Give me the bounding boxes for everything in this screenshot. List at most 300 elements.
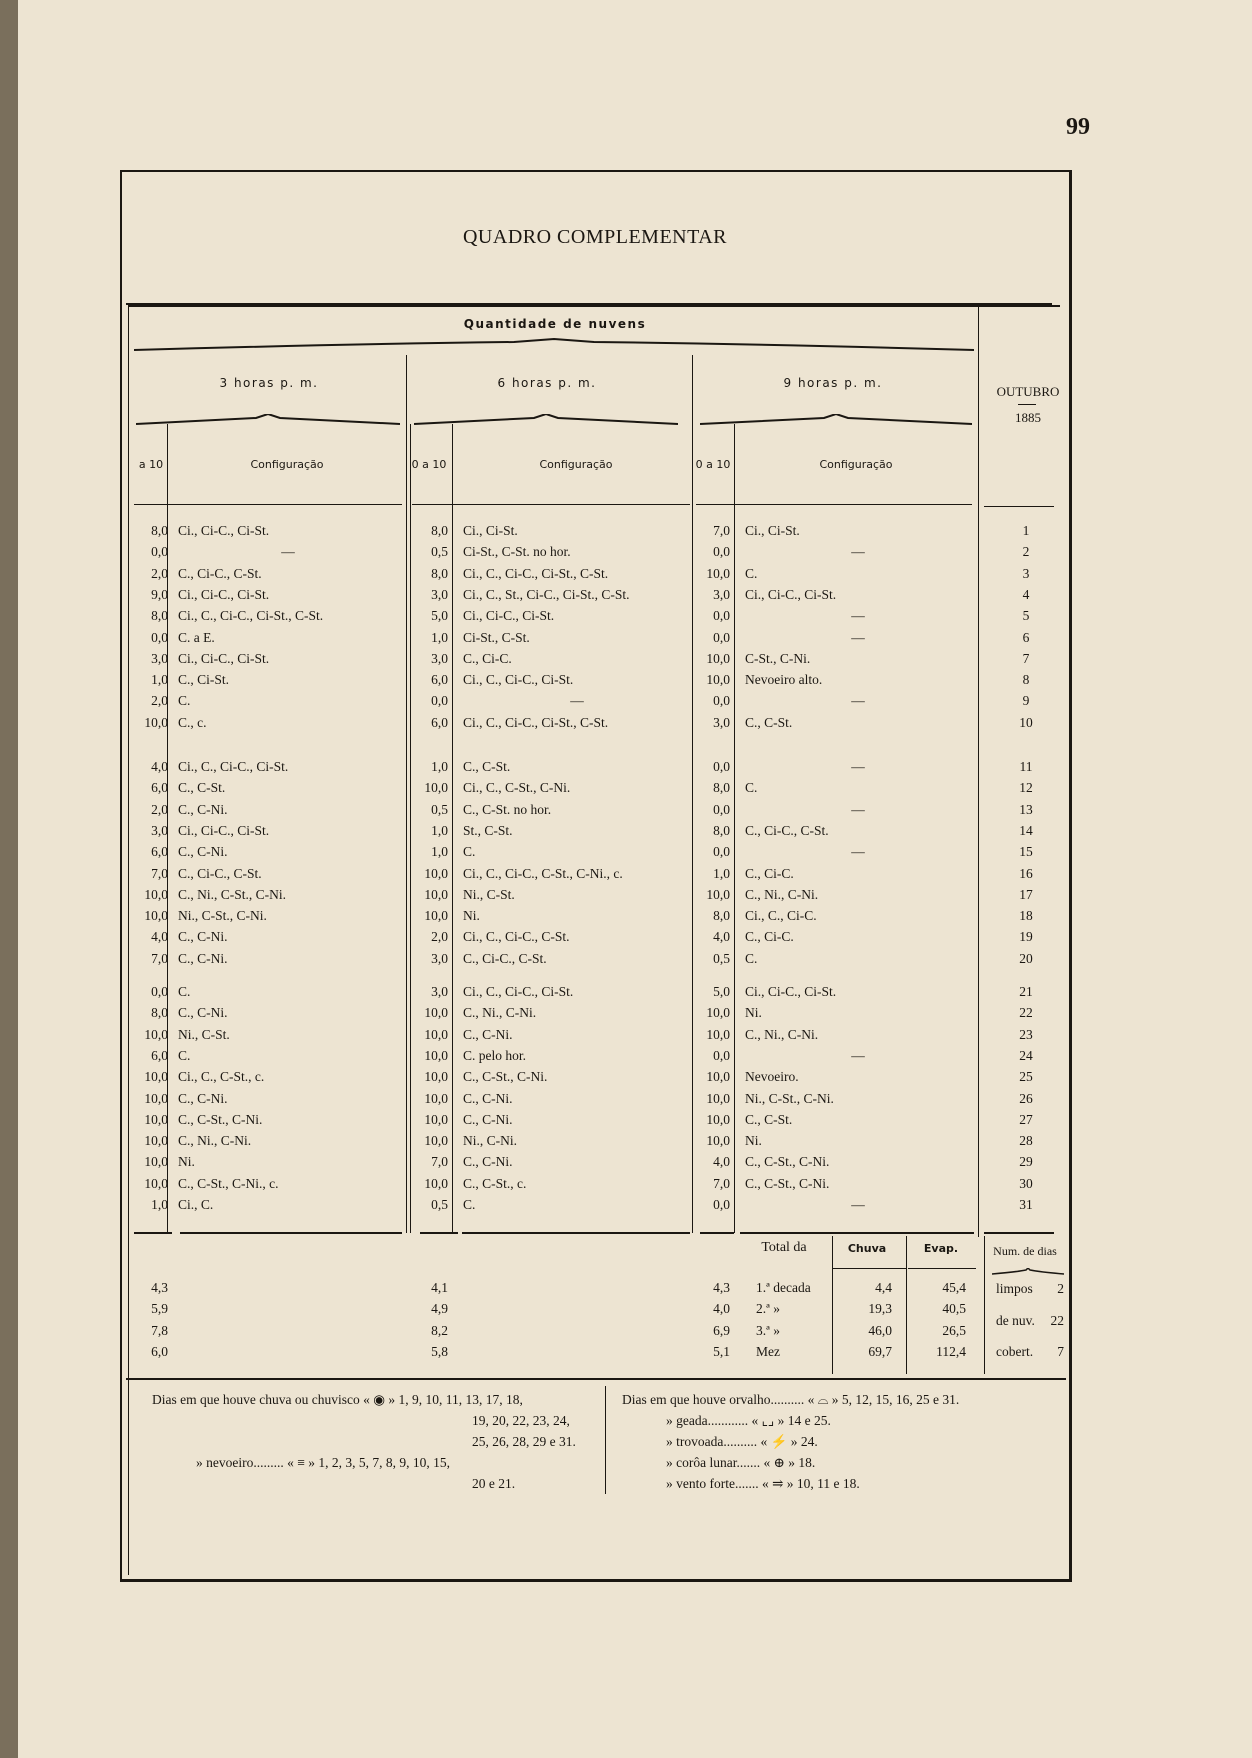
header-3pm: 3 horas p. m. (219, 376, 319, 390)
cloud-amount-cell: 0,0 (713, 544, 730, 560)
cloud-amount-cell: 0,0 (713, 759, 730, 774)
cloud-config-cell: — (570, 693, 584, 709)
cloud-config-cell: Ci., C., Ci-C., Ci-St. (463, 984, 574, 999)
cloud-config-cell: C. (463, 844, 476, 860)
cloud-amount-cell: 10,0 (144, 1133, 168, 1149)
cloud-config-cell: C., C-St., C-Ni. (463, 1069, 548, 1085)
cloud-config-cell: C. (178, 1047, 191, 1063)
days-value-cell: 22 (1050, 1313, 1064, 1328)
cloud-amount-cell: 10,0 (706, 1069, 730, 1085)
cloud-config-cell: C., Ni., C-St., C-Ni. (178, 886, 287, 902)
cloud-amount-cell: 0,0 (713, 629, 730, 645)
cloud-config-cell: C. (463, 1197, 476, 1212)
cloud-config-cell: Ni., C-St., C-Ni. (178, 908, 267, 924)
cloud-amount-cell: 7,0 (151, 865, 168, 881)
day-number-cell: 30 (1019, 1175, 1033, 1191)
cloud-config-cell: Ci., C., C-St., c. (178, 1069, 265, 1085)
cloud-config-cell: C. (178, 984, 191, 999)
cloud-amount-cell: 0,0 (151, 629, 168, 645)
cloud-amount-cell: 3,0 (151, 822, 168, 838)
cloud-amount-cell: 2,0 (151, 801, 168, 817)
cloud-config-cell: C., C-St. no hor. (463, 801, 552, 817)
cloud-config-cell: C., C-St., c. (463, 1175, 527, 1191)
day-number-cell: 13 (1019, 801, 1033, 817)
avg-3pm-cell: 5,9 (151, 1301, 168, 1316)
amount-header-6pm: 0 a 10 (411, 458, 447, 471)
avg-3pm-cell: 7,8 (151, 1323, 168, 1338)
day-number-cell: 19 (1019, 929, 1033, 945)
cloud-config-cell: — (851, 608, 865, 624)
chuva-cell: 69,7 (868, 1344, 892, 1359)
cloud-amount-cell: 0,0 (713, 693, 730, 709)
cloud-amount-cell: 10,0 (144, 1175, 168, 1191)
cloud-config-cell: C. pelo hor. (463, 1047, 526, 1063)
cloud-config-cell: Ci., C., Ci-C., Ci-St. (178, 759, 289, 774)
avg-9pm-cell: 6,9 (713, 1323, 730, 1338)
cloud-config-cell: C., Ni., C-Ni. (463, 1005, 537, 1021)
cloud-config-cell: C., Ni., C-Ni. (745, 1026, 819, 1042)
config-header-6pm: Configuração (539, 458, 613, 471)
footnote-divider (605, 1386, 606, 1494)
cloud-amount-cell: 1,0 (713, 865, 730, 881)
cloud-config-cell: C-St., C-Ni. (745, 650, 811, 666)
cloud-amount-cell: 10,0 (424, 780, 448, 796)
summary-rule-6 (740, 1232, 974, 1234)
cloud-config-cell: Ni. (745, 1005, 762, 1021)
day-number-cell: 20 (1019, 950, 1033, 966)
cloud-config-cell: Ni., C-St., C-Ni. (745, 1090, 834, 1106)
cloud-amount-cell: 10,0 (144, 908, 168, 924)
day-number-cell: 6 (1022, 629, 1030, 645)
day-number-cell: 31 (1019, 1197, 1033, 1212)
day-number-cell: 17 (1019, 886, 1033, 902)
cloud-config-cell: Ci., Ci-St. (745, 523, 800, 538)
day-number-cell: 2 (1022, 544, 1030, 560)
cloud-config-cell: Ni., C-St. (178, 1026, 230, 1042)
book-spine-edge (0, 0, 18, 1758)
cloud-amount-cell: 2,0 (151, 565, 168, 581)
cloud-amount-cell: 0,0 (151, 984, 168, 999)
cloud-amount-cell: 10,0 (144, 1090, 168, 1106)
month-header: OUTUBRO (996, 384, 1060, 399)
cloud-config-cell: C. (178, 693, 191, 709)
chuva-header: Chuva (847, 1242, 887, 1255)
cloud-amount-cell: 0,0 (151, 544, 168, 560)
cloud-config-cell: C., Ci-C., C-St. (178, 865, 262, 881)
cloud-amount-cell: 10,0 (424, 1026, 448, 1042)
day-number-cell: 15 (1019, 844, 1033, 860)
cloud-config-cell: Ci., Ci-C., Ci-St. (463, 608, 555, 624)
cloud-config-cell: Ci., Ci-C., Ci-St. (178, 822, 270, 838)
group-header: Quantidade de nuvens (463, 317, 647, 331)
cloud-amount-cell: 3,0 (431, 586, 448, 602)
cloud-amount-cell: 10,0 (144, 1069, 168, 1085)
cloud-config-cell: C., C-Ni. (463, 1090, 513, 1106)
cloud-amount-cell: 0,0 (431, 693, 448, 709)
cloud-config-cell: — (851, 693, 865, 709)
header-rule-9pm (696, 504, 972, 505)
cloud-amount-cell: 2,0 (431, 929, 448, 945)
cloud-amount-cell: 8,0 (151, 1005, 168, 1021)
period-label-cell: 1.ª decada (756, 1280, 811, 1295)
cloud-amount-cell: 1,0 (431, 822, 448, 838)
cloud-config-cell: — (851, 801, 865, 817)
avg-6pm-cell: 4,9 (431, 1301, 448, 1316)
cloud-config-cell: Ci., C., Ci-C., Ci-St., C-St. (463, 714, 609, 730)
footnote-rain-cont-2: 25, 26, 28, 29 e 31. (472, 1434, 576, 1449)
cloud-amount-cell: 10,0 (706, 1133, 730, 1149)
day-number-cell: 5 (1022, 608, 1030, 624)
avg-3pm-cell: 6,0 (151, 1344, 168, 1359)
evap-header-rule (908, 1268, 976, 1269)
month-year-dash (1018, 404, 1036, 405)
cloud-amount-cell: 8,0 (151, 608, 168, 624)
evap-header: Evap. (923, 1242, 959, 1255)
period-label-cell: Mez (756, 1344, 780, 1359)
cloud-config-cell: C., Ci-C., C-St. (178, 565, 262, 581)
chuva-header-rule (832, 1268, 906, 1269)
cloud-amount-cell: 10,0 (144, 1111, 168, 1127)
cloud-amount-cell: 10,0 (144, 714, 168, 730)
cloud-amount-cell: 10,0 (424, 886, 448, 902)
day-number-cell: 24 (1019, 1047, 1033, 1063)
cloud-amount-cell: 10,0 (424, 1069, 448, 1085)
cloud-amount-cell: 1,0 (431, 844, 448, 860)
cloud-amount-cell: 3,0 (431, 650, 448, 666)
cloud-config-cell: Ci., C., St., Ci-C., Ci-St., C-St. (463, 586, 630, 602)
cloud-amount-cell: 10,0 (706, 886, 730, 902)
cloud-amount-cell: 0,5 (431, 1197, 448, 1212)
cloud-amount-cell: 5,0 (431, 608, 448, 624)
footnote-dew: Dias em que houve orvalho.......... « ⌓ » 5, 12, 15, 16, 25 e 31. (622, 1392, 960, 1407)
cloud-amount-cell: 9,0 (151, 586, 168, 602)
cloud-amount-cell: 10,0 (144, 1026, 168, 1042)
cloud-config-cell: C., C-Ni. (178, 1005, 228, 1021)
cloud-config-cell: C., C-Ni. (463, 1026, 513, 1042)
evap-cell: 40,5 (942, 1301, 966, 1316)
cloud-config-cell: C., C-Ni. (178, 950, 228, 966)
cloud-amount-cell: 8,0 (713, 908, 730, 924)
days-value-cell: 7 (1057, 1344, 1064, 1359)
cloud-config-cell: Ci., C., Ci-C. (745, 908, 817, 924)
cloud-config-cell: C., Ci-C. (745, 929, 794, 945)
cloud-amount-cell: 0,5 (713, 950, 730, 966)
cloud-config-cell: C., C-St., C-Ni. (745, 1175, 830, 1191)
header-rule-6pm (412, 504, 690, 505)
summary-rule-4 (462, 1232, 690, 1234)
cloud-amount-cell: 6,0 (151, 844, 168, 860)
cloud-config-cell: Ci., Ci-C., Ci-St. (178, 650, 270, 666)
avg-6pm-cell: 5,8 (431, 1344, 448, 1359)
cloud-config-cell: Ci., C., Ci-C., Ci-St., C-St. (178, 608, 324, 624)
days-label-cell: cobert. (996, 1344, 1034, 1359)
divider-9pm-config (734, 424, 735, 1233)
cloud-config-cell: C. a E. (178, 629, 215, 645)
cloud-config-cell: Ni. (463, 908, 480, 924)
evap-cell: 45,4 (942, 1280, 966, 1295)
cloud-config-cell: C., C-Ni. (178, 801, 228, 817)
summary-divider-days (984, 1236, 985, 1374)
cloud-amount-cell: 10,0 (706, 1026, 730, 1042)
day-number-cell: 14 (1019, 822, 1033, 838)
summary-divider-chuva (832, 1236, 833, 1374)
cloud-config-cell: Ci., C. (178, 1197, 214, 1212)
cloud-amount-cell: 10,0 (706, 672, 730, 688)
cloud-amount-cell: 0,0 (713, 801, 730, 817)
cloud-config-cell: C., C-St., C-Ni. (745, 1154, 830, 1170)
cloud-config-cell: — (851, 1047, 865, 1063)
cloud-amount-cell: 4,0 (151, 929, 168, 945)
config-header-3pm: Configuração (250, 458, 324, 471)
cloud-config-cell: Ci., C., C-St., C-Ni. (463, 780, 571, 796)
cloud-config-cell: — (851, 544, 865, 560)
cloud-config-cell: Nevoeiro alto. (745, 672, 823, 688)
cloud-config-cell: — (851, 629, 865, 645)
cloud-config-cell: Ci., C., Ci-C., Ci-St. (463, 672, 574, 688)
cloud-amount-cell: 10,0 (424, 908, 448, 924)
cloud-config-cell: C., C-Ni. (178, 1090, 228, 1106)
cloud-config-cell: — (851, 759, 865, 774)
day-number-cell: 12 (1019, 780, 1033, 796)
summary-rule-2 (180, 1232, 402, 1234)
page-number: 99 (1066, 114, 1090, 140)
cloud-config-cell: Ci., Ci-C., Ci-St. (178, 586, 270, 602)
avg-9pm-cell: 4,3 (713, 1280, 730, 1295)
cloud-amount-cell: 3,0 (431, 950, 448, 966)
cloud-amount-cell: 1,0 (151, 672, 168, 688)
day-number-cell: 9 (1022, 693, 1030, 709)
cloud-config-cell: Nevoeiro. (745, 1069, 799, 1085)
cloud-amount-cell: 0,5 (431, 544, 448, 560)
year-header: 1885 (1015, 410, 1041, 425)
cloud-amount-cell: 1,0 (431, 629, 448, 645)
cloud-amount-cell: 7,0 (713, 1175, 730, 1191)
day-number-cell: 10 (1019, 714, 1033, 730)
avg-9pm-cell: 5,1 (713, 1344, 730, 1359)
cloud-config-cell: C., c. (178, 714, 207, 730)
header-9pm: 9 horas p. m. (783, 376, 883, 390)
cloud-amount-cell: 5,0 (713, 984, 730, 999)
footnote-frost: » geada............ « ⌞⌟ » 14 e 25. (666, 1413, 831, 1428)
cloud-config-cell: C., C-Ni. (463, 1154, 513, 1170)
day-number-cell: 7 (1022, 650, 1030, 666)
cloud-config-cell: Ni., C-Ni. (463, 1133, 517, 1149)
cloud-config-cell: Ni. (178, 1154, 195, 1170)
cloud-amount-cell: 1,0 (431, 759, 448, 774)
footnote-lunar-corona: » corôa lunar....... « ⊕ » 18. (666, 1455, 816, 1470)
cloud-config-cell: — (851, 1197, 865, 1212)
cloud-amount-cell: 8,0 (713, 780, 730, 796)
cloud-config-cell: C., Ci-C. (463, 650, 512, 666)
cloud-amount-cell: 8,0 (431, 565, 448, 581)
cloud-amount-cell: 3,0 (713, 586, 730, 602)
cloud-amount-cell: 10,0 (424, 865, 448, 881)
day-number-cell: 22 (1019, 1005, 1033, 1021)
cloud-amount-cell: 3,0 (713, 714, 730, 730)
day-number-cell: 28 (1019, 1133, 1033, 1149)
cloud-amount-cell: 0,0 (713, 844, 730, 860)
cloud-amount-cell: 10,0 (424, 1133, 448, 1149)
cloud-amount-cell: 10,0 (706, 1111, 730, 1127)
day-number-cell: 18 (1019, 908, 1033, 924)
page-title: QUADRO COMPLEMENTAR (462, 226, 728, 248)
cloud-amount-cell: 10,0 (706, 650, 730, 666)
chuva-cell: 46,0 (868, 1323, 892, 1338)
group-brace (134, 338, 974, 352)
cloud-config-cell: C. (745, 780, 758, 796)
cloud-config-cell: Ci-St., C-St. no hor. (463, 544, 571, 560)
footnote-strong-wind: » vento forte....... « ⥤ » 10, 11 e 18. (666, 1476, 860, 1491)
cloud-amount-cell: 0,0 (713, 1047, 730, 1063)
cloud-config-cell: Ci., Ci-C., Ci-St. (745, 984, 837, 999)
avg-3pm-cell: 4,3 (151, 1280, 168, 1295)
cloud-config-cell: C., C-St. (178, 780, 226, 796)
cloud-config-cell: C., Ni., C-Ni. (745, 886, 819, 902)
cloud-config-cell: Ci., Ci-C., Ci-St. (745, 586, 837, 602)
cloud-config-cell: Ci-St., C-St. (463, 629, 530, 645)
footnote-rain-cont-1: 19, 20, 22, 23, 24, (472, 1413, 570, 1428)
cloud-amount-cell: 7,0 (713, 523, 730, 538)
day-number-cell: 3 (1022, 565, 1030, 581)
day-number-cell: 1 (1022, 523, 1030, 538)
day-number-cell: 27 (1019, 1111, 1033, 1127)
brace-9pm (700, 414, 972, 426)
cloud-config-cell: C., Ci-C., C-St. (745, 822, 829, 838)
cloud-config-cell: C., C-Ni. (463, 1111, 513, 1127)
cloud-amount-cell: 10,0 (424, 1111, 448, 1127)
footnote-rain: Dias em que houve chuva ou chuvisco « ◉ » 1, 9, 10, 11, 13, 17, 18, (152, 1392, 523, 1407)
evap-cell: 112,4 (936, 1344, 966, 1359)
cloud-amount-cell: 1,0 (151, 1197, 168, 1212)
cloud-amount-cell: 10,0 (706, 1005, 730, 1021)
days-brace (992, 1268, 1064, 1276)
cloud-amount-cell: 10,0 (424, 1005, 448, 1021)
days-header: Num. de dias (993, 1244, 1057, 1258)
footnote-separator (126, 1378, 1066, 1380)
days-label-cell: de nuv. (996, 1313, 1035, 1328)
day-number-cell: 4 (1022, 586, 1030, 602)
cloud-config-cell: Ni. (745, 1133, 762, 1149)
cloud-config-cell: Ci., C., Ci-C., C-St. (463, 929, 570, 945)
day-number-cell: 23 (1019, 1026, 1033, 1042)
day-number-cell: 8 (1022, 672, 1030, 688)
cloud-amount-cell: 10,0 (706, 565, 730, 581)
cloud-amount-cell: 0,0 (713, 608, 730, 624)
cloud-amount-cell: 6,0 (151, 780, 168, 796)
cloud-amount-cell: 10,0 (424, 1047, 448, 1063)
cloud-config-cell: C., Ci-C., C-St. (463, 950, 547, 966)
cloud-config-cell: C., Ci-St. (178, 672, 230, 688)
cloud-config-cell: C., C-St. (745, 1111, 793, 1127)
cloud-amount-cell: 4,0 (713, 1154, 730, 1170)
cloud-config-cell: — (281, 544, 295, 560)
avg-6pm-cell: 4,1 (431, 1280, 448, 1295)
cloud-config-cell: Ci., C., Ci-C., C-St., C-Ni., c. (463, 865, 623, 881)
summary-rule-5 (700, 1232, 734, 1234)
summary-rule-3 (420, 1232, 458, 1234)
days-value-cell: 2 (1057, 1281, 1064, 1296)
period-label-cell: 3.ª » (756, 1323, 780, 1338)
cloud-config-cell: C., C-Ni. (178, 844, 228, 860)
day-number-cell: 16 (1019, 865, 1033, 881)
cloud-amount-cell: 6,0 (151, 1047, 168, 1063)
cloud-amount-cell: 6,0 (431, 714, 448, 730)
cloud-config-cell: Ni., C-St. (463, 886, 515, 902)
footnote-fog-cont: 20 e 21. (472, 1476, 516, 1491)
cloud-amount-cell: 10,0 (144, 1154, 168, 1170)
days-label-cell: limpos (996, 1281, 1033, 1296)
cloud-amount-cell: 10,0 (424, 1175, 448, 1191)
summary-divider-evap (906, 1236, 907, 1374)
footnote-fog: » nevoeiro......... « ≡ » 1, 2, 3, 5, 7, 8, 9, 10, 15, (196, 1455, 450, 1470)
cloud-config-cell: C., C-St., C-Ni. (178, 1111, 263, 1127)
divider-6pm-config (452, 424, 453, 1233)
summary-rule-1 (134, 1232, 172, 1234)
cloud-config-cell: Ci., C., Ci-C., Ci-St., C-St. (463, 565, 609, 581)
chuva-cell: 4,4 (875, 1280, 892, 1295)
cloud-config-cell: Ci., Ci-C., Ci-St. (178, 523, 270, 538)
avg-6pm-cell: 8,2 (431, 1323, 448, 1338)
cloud-config-cell: — (851, 844, 865, 860)
total-label: Total da (761, 1240, 807, 1255)
avg-9pm-cell: 4,0 (713, 1301, 730, 1316)
cloud-config-cell: Ci., Ci-St. (463, 523, 518, 538)
amount-header-9pm: 0 a 10 (695, 458, 731, 471)
cloud-config-cell: C. (745, 950, 758, 966)
evap-cell: 26,5 (942, 1323, 966, 1338)
chuva-cell: 19,3 (868, 1301, 892, 1316)
cloud-amount-cell: 3,0 (151, 650, 168, 666)
cloud-amount-cell: 2,0 (151, 693, 168, 709)
cloud-amount-cell: 8,0 (431, 523, 448, 538)
cloud-amount-cell: 8,0 (713, 822, 730, 838)
cloud-config-cell: C., C-St. (463, 759, 511, 774)
header-6pm: 6 horas p. m. (497, 376, 597, 390)
cloud-amount-cell: 7,0 (431, 1154, 448, 1170)
cloud-config-cell: C., Ni., C-Ni. (178, 1133, 252, 1149)
brace-3pm (136, 414, 400, 426)
amount-header-3pm: a 10 (138, 458, 164, 471)
cloud-config-cell: C. (745, 565, 758, 581)
cloud-amount-cell: 3,0 (431, 984, 448, 999)
day-number-cell: 11 (1019, 759, 1033, 774)
title-separator (126, 303, 1052, 305)
cloud-amount-cell: 0,0 (713, 1197, 730, 1212)
month-column-divider (978, 305, 979, 1237)
header-rule-month (984, 506, 1054, 507)
cloud-amount-cell: 10,0 (424, 1090, 448, 1106)
header-rule-3pm (134, 504, 402, 505)
cloud-config-cell: C., C-St., C-Ni., c. (178, 1175, 279, 1191)
cloud-config-cell: C., C-Ni. (178, 929, 228, 945)
cloud-amount-cell: 0,5 (431, 801, 448, 817)
cloud-amount-cell: 6,0 (431, 672, 448, 688)
cloud-amount-cell: 8,0 (151, 523, 168, 538)
cloud-amount-cell: 4,0 (713, 929, 730, 945)
cloud-config-cell: C., C-St. (745, 714, 793, 730)
day-number-cell: 29 (1019, 1154, 1033, 1170)
cloud-amount-cell: 7,0 (151, 950, 168, 966)
cloud-amount-cell: 4,0 (151, 759, 168, 774)
summary-rule-7 (984, 1232, 1054, 1234)
footnote-thunder: » trovoada.......... « ⚡ » 24. (666, 1434, 818, 1449)
config-header-9pm: Configuração (819, 458, 893, 471)
day-number-cell: 21 (1019, 984, 1033, 999)
cloud-config-cell: C., Ci-C. (745, 865, 794, 881)
brace-6pm (414, 414, 678, 426)
cloud-config-cell: St., C-St. (463, 822, 513, 838)
day-number-cell: 25 (1019, 1069, 1033, 1085)
